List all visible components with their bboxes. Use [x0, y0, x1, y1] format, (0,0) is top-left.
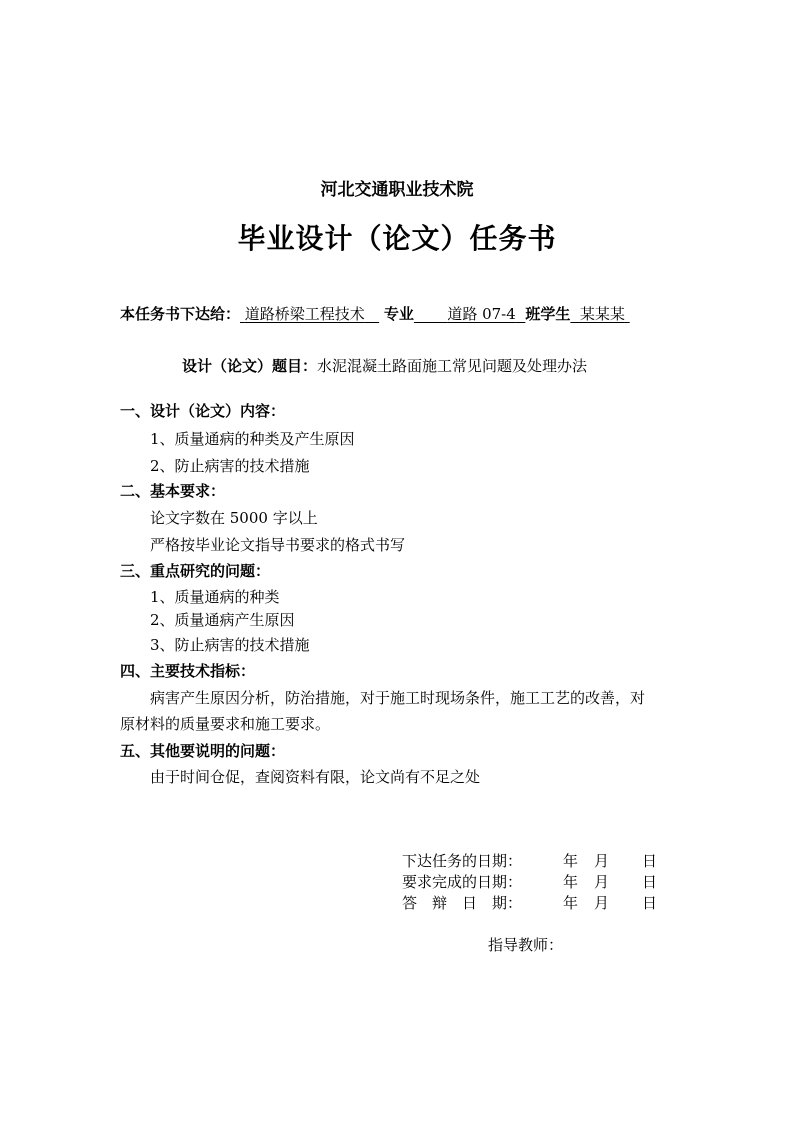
- major-label: 专业: [383, 305, 414, 323]
- dept-value: 道路桥梁工程技术: [244, 305, 365, 323]
- section-item: 1、质量通病的种类: [150, 588, 280, 606]
- month-label: 月: [594, 852, 610, 870]
- day-label: 日: [642, 894, 658, 912]
- date-label: 答 辩 日 期：: [402, 894, 523, 912]
- section-item: 2、防止病害的技术措施: [150, 457, 310, 475]
- topic-line: [182, 355, 587, 376]
- class-value: 道路 07-4: [447, 305, 516, 323]
- advisor-label: 指导教师：: [488, 936, 564, 954]
- section-heading: 一、设计（论文）内容：: [120, 402, 286, 420]
- section-item: 2、质量通病产生原因: [150, 611, 295, 629]
- section-item: 病害产生原因分析，防治措施，对于施工时现场条件，施工工艺的改善，对: [150, 689, 646, 707]
- day-label: 日: [642, 873, 658, 891]
- date-row: [0, 850, 794, 870]
- section-item: 严格按毕业论文指导书要求的格式书写: [150, 536, 406, 554]
- date-row: [0, 892, 794, 912]
- section-heading: 五、其他要说明的问题：: [120, 742, 286, 760]
- day-label: 日: [642, 852, 658, 870]
- section-item: 由于时间仓促，查阅资料有限，论文尚有不足之处: [150, 768, 481, 786]
- student-value: 某某某: [579, 305, 625, 323]
- class-label: 班学生: [525, 305, 571, 323]
- year-label: 年: [563, 873, 579, 891]
- document-title: 毕业设计（论文）任务书: [237, 222, 557, 255]
- section-item: 3、防止病害的技术措施: [150, 636, 310, 654]
- section-item: 论文字数在 5000 字以上: [150, 509, 318, 527]
- assign-label: 本任务书下达给：: [120, 305, 241, 323]
- institute-name: 河北交通职业技术院: [320, 180, 474, 200]
- year-label: 年: [563, 852, 579, 870]
- topic-value: 水泥混凝土路面施工常见问题及处理办法: [317, 357, 588, 375]
- year-label: 年: [563, 894, 579, 912]
- assign-line: [120, 303, 630, 324]
- date-label: 下达任务的日期：: [402, 852, 523, 870]
- section-heading: 三、重点研究的问题：: [120, 562, 271, 580]
- date-label: 要求完成的日期：: [402, 873, 523, 891]
- section-item: 原材料的质量要求和施工要求。: [120, 715, 331, 733]
- date-row: [0, 871, 794, 891]
- topic-label: 设计（论文）题目：: [182, 357, 318, 375]
- section-heading: 二、基本要求：: [120, 482, 226, 500]
- month-label: 月: [594, 873, 610, 891]
- section-heading: 四、主要技术指标：: [120, 662, 256, 680]
- month-label: 月: [594, 894, 610, 912]
- section-item: 1、质量通病的种类及产生原因: [150, 430, 355, 448]
